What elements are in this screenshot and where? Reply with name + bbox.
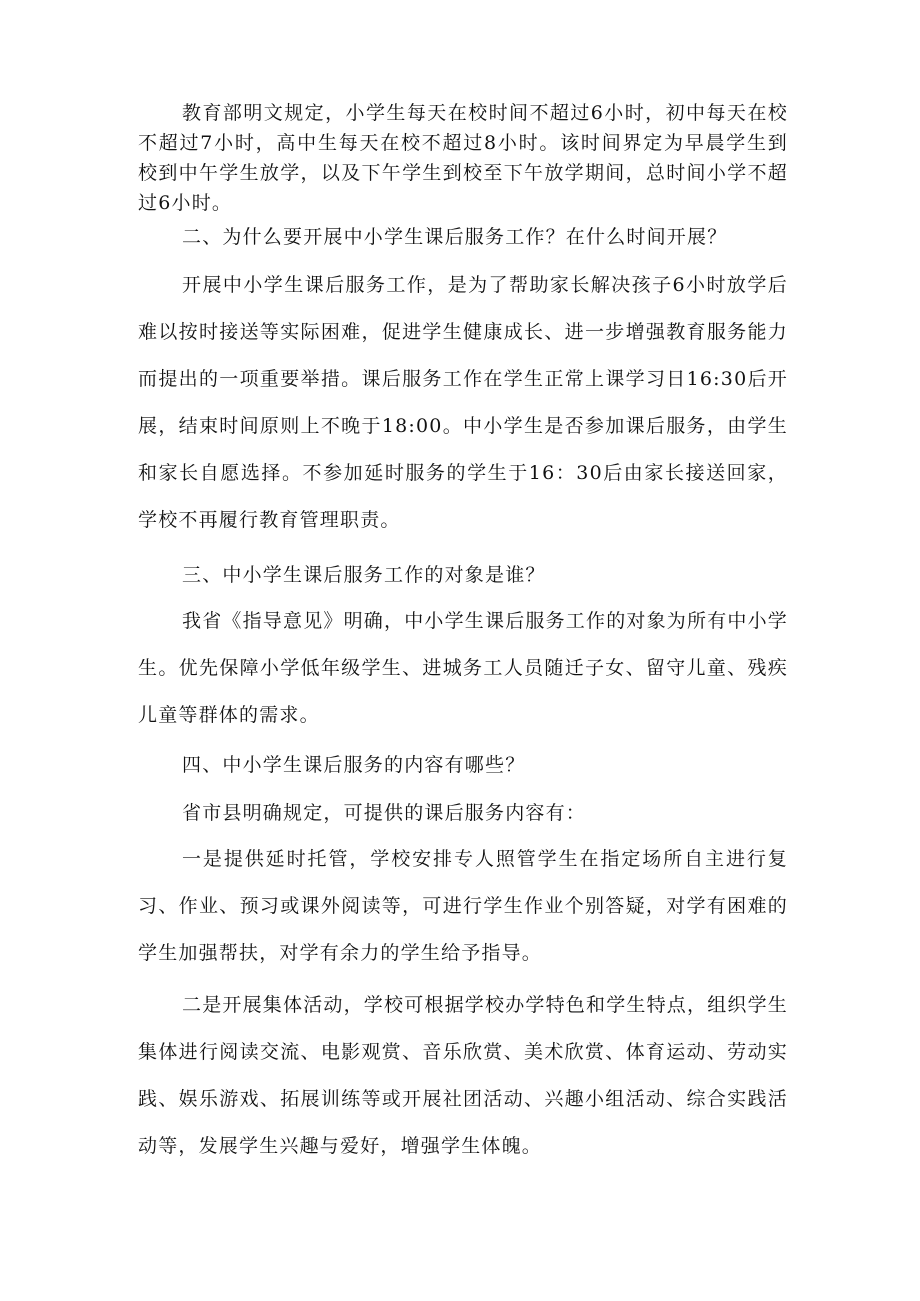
heading-section-four: 四、中小学生课后服务的内容有哪些？ bbox=[182, 754, 526, 776]
paragraph-school-hours: 教育部明文规定，小学生每天在校时间不超过6小时，初中每天在校不超过7小时，高中生每天在校不超过8小时。该时间界定为早晨学生到校到中午学生放学，以及下午学生到校至下午放学期间，总时间小学不超过6小时。 bbox=[138, 102, 788, 214]
paragraph-purpose-and-timing: 开展中小学生课后服务工作，是为了帮助家长解决孩子6小时放学后难以按时接送等实际困难，促进学生健康成长、进一步增强教育服务能力而提出的一项重要举措。课后服务工作在学生正常上课学习日16:30后开展，结束时间原则上不晚于18:00。中小学生是否参加课后服务，由学生和家长自愿选择。不参加延时服务的学生于16：30后由家长接送回家，学校不再履行教育管理职责。 bbox=[138, 274, 788, 531]
heading-section-two: 二、为什么要开展中小学生课后服务工作？在什么时间开展？ bbox=[182, 226, 728, 248]
heading-section-three: 三、中小学生课后服务工作的对象是谁？ bbox=[182, 564, 546, 586]
paragraph-extended-care: 一是提供延时托管，学校安排专人照管学生在指定场所自主进行复习、作业、预习或课外阅读等，可进行学生作业个别答疑，对学有困难的学生加强帮扶，对学有余力的学生给予指导。 bbox=[138, 848, 788, 964]
paragraph-group-activities: 二是开展集体活动，学校可根据学校办学特色和学生特点，组织学生集体进行阅读交流、电影观赏、音乐欣赏、美术欣赏、体育运动、劳动实践、娱乐游戏、拓展训练等或开展社团活动、兴趣小组活动、综合实践活动等，发展学生兴趣与爱好，增强学生体魄。 bbox=[138, 994, 789, 1157]
paragraph-target-students: 我省《指导意见》明确，中小学生课后服务工作的对象为所有中小学生。优先保障小学低年级学生、进城务工人员随迁子女、留守儿童、残疾儿童等群体的需求。 bbox=[138, 610, 789, 726]
paragraph-service-content-intro: 省市县明确规定，可提供的课后服务内容有： bbox=[182, 802, 587, 824]
